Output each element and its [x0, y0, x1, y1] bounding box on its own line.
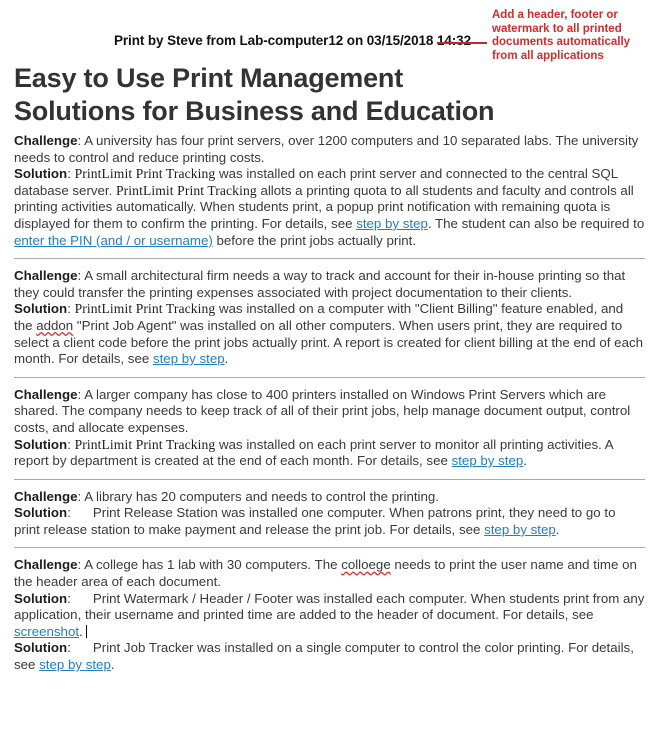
challenge-label: Challenge [14, 488, 78, 504]
body-text: . [555, 521, 560, 537]
solution-label: Solution [14, 301, 68, 317]
body-text: was installed on each print server and connected to the central SQL database server. [14, 166, 618, 198]
challenge-label: Challenge [14, 133, 78, 148]
solution [14, 640, 645, 673]
doc-link[interactable]: screenshot [14, 623, 80, 639]
body-text: allots a printing quota to all students and faculty and controls all printing activities automatically. When students print, a popup print notification with remaining quota is displayed for them to confirm the printing. For details, see [14, 182, 634, 231]
scenario-section [0, 557, 654, 673]
body-text: . [523, 453, 527, 469]
body-text: before the print jobs actually print. [212, 232, 417, 248]
printed-header-text: Print by Steve from Lab-computer12 on 03/15/2018 14:32 [114, 33, 471, 48]
doc-link[interactable]: step by step [484, 521, 556, 537]
body-text: was installed on a computer with "Client Billing" feature enabled, and the [14, 301, 624, 333]
text-cursor [86, 625, 87, 638]
body-text: . [224, 351, 229, 367]
product-name: PrintLimit Print Tracking [74, 436, 216, 452]
scenario-section [0, 489, 654, 539]
doc-link[interactable]: enter the PIN (and / or username) [14, 232, 213, 248]
solution [14, 591, 645, 641]
body-text: : [67, 436, 75, 452]
solution-label: Solution [14, 640, 68, 656]
body-text: : [67, 505, 71, 521]
doc-link[interactable]: step by step [451, 453, 524, 469]
page-title: Easy to Use Print Management Solutions for Business and Education [14, 63, 495, 126]
body-text: : A small architectural firm needs a way to track and account for their in-house printing so that they could transfer the printing expenses associated with project documentation to their clients. [14, 268, 626, 300]
challenge [14, 489, 645, 506]
challenge-label: Challenge [14, 268, 78, 284]
challenge-label: Challenge [14, 557, 78, 573]
solution-label: Solution [14, 166, 68, 182]
body-text: "Print Job Agent" was installed on all other computers. When users print, they are required to select a client code before the print jobs actually print. A report is created for client billing at the end of each month. For details, see [14, 317, 644, 367]
body-text: : A library has 20 computers and needs to control the printing. [77, 488, 439, 504]
solution [14, 301, 645, 367]
challenge [14, 557, 645, 590]
callout-leader-line [437, 42, 487, 44]
scenario-section [0, 268, 654, 368]
product-name: PrintLimit Print Tracking [74, 166, 216, 182]
challenge-label: Challenge [14, 386, 78, 402]
document-body [0, 133, 654, 674]
challenge [14, 387, 645, 437]
doc-link[interactable]: step by step [152, 351, 225, 367]
solution-label: Solution [14, 505, 68, 521]
body-text: : A university has four print servers, over 1200 computers and 10 separated labs. The university needs to control and reduce printing costs. [14, 133, 639, 165]
body-text: : A larger company has close to 400 printers installed on Windows Print Servers which are shared. The company needs to keep track of all of their print jobs, help manage document output, control costs, and allocate expenses. [14, 386, 631, 435]
solution [14, 437, 645, 470]
section-divider [14, 258, 645, 259]
body-text: . [110, 657, 115, 673]
body-text: Print Watermark / Header / Footer was installed each computer. When students print from any application, their username and printed time are added to the header of document. For details, see [14, 590, 645, 623]
body-text: Print Job Tracker was installed on a single computer to control the color printing. For details, see [14, 640, 634, 673]
solution [14, 166, 645, 249]
challenge [14, 268, 645, 301]
spellcheck-flagged-word[interactable]: colloege [341, 557, 391, 573]
body-text: : [67, 301, 75, 317]
annotation-callout: Add a header, footer or watermark to all printed documents automatically from all applications [492, 9, 631, 63]
solution [14, 505, 645, 538]
solution-label: Solution [14, 590, 68, 606]
body-text: : [67, 640, 71, 656]
body-text: : [67, 590, 71, 606]
scenario-section [0, 387, 654, 470]
section-divider [14, 479, 645, 480]
product-name: PrintLimit Print Tracking [116, 182, 257, 198]
doc-link[interactable]: step by step [39, 657, 111, 673]
section-divider [14, 547, 645, 548]
product-name: PrintLimit Print Tracking [74, 301, 216, 317]
body-text: . [79, 623, 83, 639]
solution-label: Solution [14, 436, 68, 452]
doc-link[interactable]: step by step [356, 215, 428, 231]
scenario-section [0, 133, 654, 249]
challenge [14, 133, 645, 166]
spellcheck-flagged-word[interactable]: addon [36, 317, 74, 333]
body-text: Print Release Station was installed one computer. When patrons print, they need to go to print release station to make payment and release the print job. For details, see [14, 505, 616, 537]
body-text: needs to print the user name and time on the header area of each document. [14, 557, 637, 590]
body-text: : A college has 1 lab with 30 computers. The [77, 557, 342, 573]
body-text: was installed on each print server to monitor all printing activities. A report by department is created at the end of each month. For details, see [14, 436, 613, 469]
body-text: . The student can also be required to [427, 215, 645, 231]
body-text: : [67, 166, 75, 182]
section-divider [14, 377, 645, 378]
